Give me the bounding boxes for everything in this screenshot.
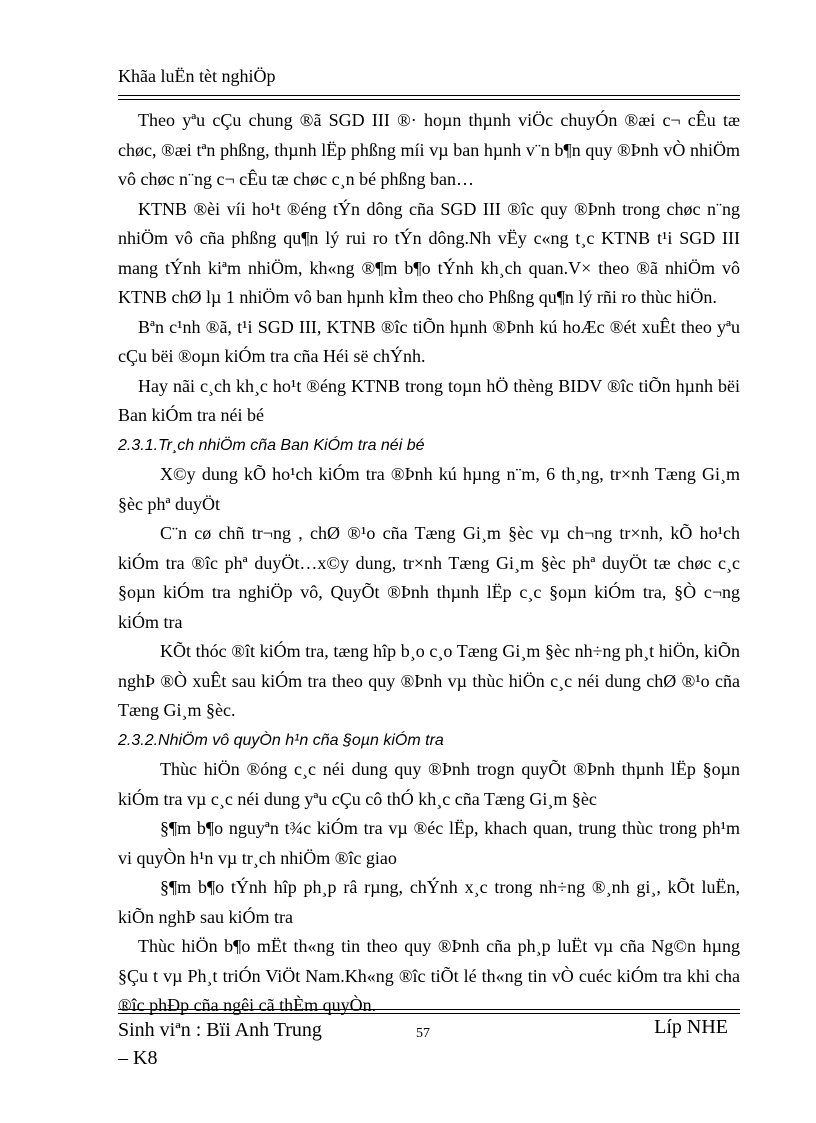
footer-class: Líp NHE xyxy=(654,1016,728,1038)
footer-author-name: Sinh viªn : Bïi Anh Trung xyxy=(118,1019,322,1041)
section-heading: 2.3.1.Tr¸ch nhiÖm cña Ban KiÓm tra néi bé xyxy=(118,436,425,454)
paragraph: Thùc hiÖn ®óng c¸c néi dung quy ®Þnh trogn quyÕt ®Þnh thµnh lËp §oµn kiÓm tra vµ c¸c néi dung yªu cÇu cô thÓ kh¸c cña Tæng Gi¸m §èc xyxy=(118,759,740,809)
paragraph: Theo yªu cÇu chung ®ã SGD III ®· hoµn thµnh viÖc chuyÓn ®æi c¬ cÊu tæ chøc, ®æi tªn phßng, thµnh lËp phßng míi vµ ban hµnh v¨n b¶n quy ®Þnh vÒ nhiÖm vô chøc n¨ng c¬ cÊu tæ chøc c¸n bé phßng ban… xyxy=(118,110,740,189)
footer-author xyxy=(118,1016,322,1072)
paragraph: §¶m b¶o tÝnh hîp ph¸p râ rµng, chÝnh x¸c trong nh÷ng ®¸nh gi¸, kÕt luËn, kiÕn nghÞ sau kiÓm tra xyxy=(118,877,740,927)
section-heading: 2.3.2.NhiÖm vô quyÒn h¹n cña §oµn kiÓm tra xyxy=(118,731,444,749)
footer-class-suffix: – K8 xyxy=(118,1047,158,1069)
paragraph: Hay nãi c¸ch kh¸c ho¹t ®éng KTNB trong toµn hÖ thèng BIDV ®îc tiÕn hµnh bëi Ban kiÓm tra néi bé xyxy=(118,375,740,425)
document-body xyxy=(118,106,740,1021)
header-rule xyxy=(118,99,740,100)
footer-rule xyxy=(118,1009,740,1010)
paragraph: C¨n cø chñ tr¬ng , chØ ®¹o cña Tæng Gi¸m §èc vµ ch¬ng tr×nh, kÕ ho¹ch kiÓm tra ®îc phª duyÖt…x©y dung, tr×nh Tæng Gi¸m §èc phª duyÖt tæ chøc c¸c §oµn kiÓm tra nghiÖp vô, QuyÕt ®Þnh thµnh lËp c¸c §oµn kiÓm tra, §Ò c¬ng kiÓm tra xyxy=(118,523,740,632)
footer-rule xyxy=(118,1013,740,1014)
paragraph: KÕt thóc ®ît kiÓm tra, tæng hîp b¸o c¸o Tæng Gi¸m §èc nh÷ng ph¸t hiÖn, kiÕn nghÞ ®Ò xuÊt sau kiÓm tra theo quy ®Þnh vµ thùc hiÖn c¸c néi dung chØ ®¹o cña Tæng Gi¸m §èc. xyxy=(118,641,740,720)
page-header-title: Khãa luËn tèt nghiÖp xyxy=(118,66,276,86)
paragraph: §¶m b¶o nguyªn t¾c kiÓm tra vµ ®éc lËp, khach quan, trung thùc trong ph¹m vi quyÒn h¹n vµ tr¸ch nhiÖm ®îc giao xyxy=(118,818,740,868)
paragraph: X©y dung kÕ ho¹ch kiÓm tra ®Þnh kú hµng n¨m, 6 th¸ng, tr×nh Tæng Gi¸m §èc phª duyÖt xyxy=(118,464,740,514)
paragraph: Bªn c¹nh ®ã, t¹i SGD III, KTNB ®îc tiÕn hµnh ®Þnh kú hoÆc ®ét xuÊt theo yªu cÇu bëi ®oµn kiÓm tra cña Héi së chÝnh. xyxy=(118,316,740,366)
header-rule xyxy=(118,95,740,96)
page-number: 57 xyxy=(416,1026,430,1041)
paragraph: KTNB ®èi víi ho¹t ®éng tÝn dông cña SGD III ®îc quy ®Þnh trong chøc n¨ng nhiÖm vô cña phßng qu¶n lý rui ro tÝn dông.Nh vËy c«ng t¸c KTNB t¹i SGD III mang tÝnh kiªm nhiÖm, kh«ng ®¶m b¶o tÝnh kh¸ch quan.V× theo ®ã nhiÖm vô KTNB chØ lµ 1 nhiÖm vô ban hµnh kÌm theo cho Phßng qu¶n lý rñi ro thùc hiÖn. xyxy=(118,198,740,307)
paragraph: Thùc hiÖn b¶o mËt th«ng tin theo quy ®Þnh cña ph¸p luËt vµ cña Ng©n hµng §Çu t vµ Ph¸t triÓn ViÖt Nam.Kh«ng ®îc tiÕt lé th«ng tin vÒ cuéc kiÓm tra khi cha ®îc phÐp cña ngêi cã thÈm quyÒn. xyxy=(118,936,740,1015)
